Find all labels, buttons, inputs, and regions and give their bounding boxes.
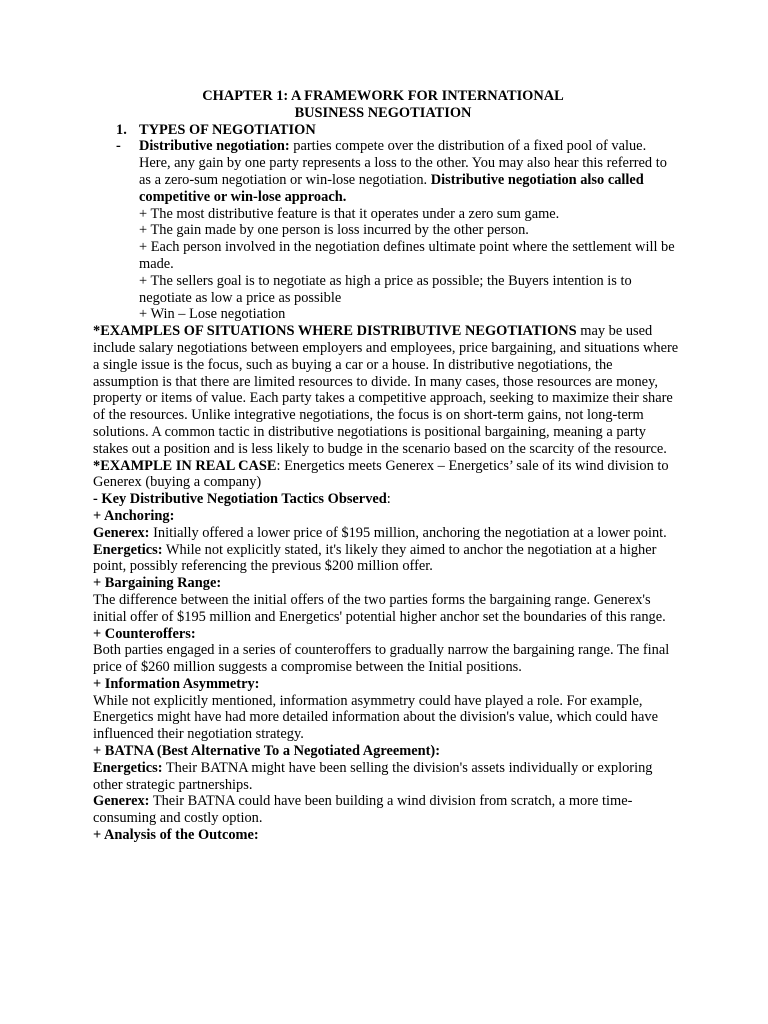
- bullet-item: + The gain made by one person is loss incurred by the other person.: [139, 222, 529, 239]
- energetics-label: Energetics:: [93, 541, 163, 558]
- anchoring-energetics: [93, 542, 681, 576]
- bullet-item: + Win – Lose negotiation: [139, 306, 286, 323]
- distributive-paragraph: [139, 138, 681, 205]
- chapter-title-line-2: BUSINESS NEGOTIATION: [294, 104, 472, 121]
- distributive-text: parties compete over the distribution of a fixed pool of value. Here, any gain by one party represents a loss to the other. You may also hear this referred to as a zero-sum negotiation or win-lose negotiation.: [139, 138, 667, 188]
- generex-label: Generex:: [93, 524, 150, 541]
- bargaining-range-text: The difference between the initial offers of the two parties forms the bargaining range. Generex's initial offer of $195 million and Energetics' potential higher anchor set the boundaries of this range.: [93, 591, 666, 625]
- real-case-paragraph: [93, 458, 681, 492]
- list-dash: -: [116, 138, 121, 155]
- distributive-definition: [93, 138, 681, 205]
- batna-generex: [93, 793, 681, 827]
- real-case-text: : Energetics meets Generex – Energetics’ sale of its wind division to Generex (buying a company): [93, 457, 669, 491]
- section-title: TYPES OF NEGOTIATION: [139, 121, 316, 138]
- examples-text: may be used include salary negotiations between employers and employees, price bargaining, and situations where a single issue is the focus, such as buying a car or a house. In distributive negotiations, the assumption is that there are limited resources to divide. In many cases, those resources are money, property or items of value. Each party takes a competitive approach, seeking to maximize their share of the resources. Unlike integrative negotiations, the focus is on short-term gains, not long-term solutions. A common tactic in distributive negotiations is positional bargaining, meaning a party stakes out a position and is less likely to budge in the scenario based on the scarcity of the resource.: [93, 323, 679, 457]
- batna-energetics: [93, 760, 681, 794]
- generex-label: Generex:: [93, 793, 150, 810]
- counteroffers-text: Both parties engaged in a series of counteroffers to gradually narrow the bargaining range. The final price of $260 million suggests a compromise between the Initial positions.: [93, 642, 670, 676]
- anchoring-generex: [93, 525, 681, 542]
- examples-paragraph: [93, 323, 681, 457]
- batna-generex-text: Their BATNA could have been building a wind division from scratch, a more time-consuming and costly option.: [93, 793, 633, 827]
- section-heading-types: [93, 122, 681, 139]
- bullet-item: + The sellers goal is to negotiate as high a price as possible; the Buyers intention is to negotiate as low a price as possible: [139, 272, 632, 306]
- information-asymmetry-heading: + Information Asymmetry:: [93, 675, 260, 692]
- anchoring-generex-text: Initially offered a lower price of $195 million, anchoring the negotiation at a lower point.: [149, 524, 667, 541]
- tactics-heading-text: - Key Distributive Negotiation Tactics Observed: [93, 491, 387, 508]
- information-asymmetry-text: While not explicitly mentioned, information asymmetry could have played a role. For example, Energetics might have had more detailed information about the division's value, which could have influenced their negotiation strategy.: [93, 692, 659, 743]
- chapter-title: [93, 88, 673, 122]
- counteroffers-heading: + Counteroffers:: [93, 625, 196, 642]
- bullet-item: + The most distributive feature is that it operates under a zero sum game.: [139, 205, 560, 222]
- anchoring-heading: + Anchoring:: [93, 507, 175, 524]
- distributive-label: Distributive negotiation:: [139, 138, 290, 155]
- bullet-item: + Each person involved in the negotiation defines ultimate point where the settlement will be made.: [139, 239, 675, 272]
- batna-energetics-text: Their BATNA might have been selling the division's assets individually or exploring other strategic partnerships.: [93, 759, 653, 793]
- anchoring-energetics-text: While not explicitly stated, it's likely they aimed to anchor the negotiation at a higher point, possibly referencing the previous $200 million offer.: [93, 541, 657, 575]
- document-body: [93, 88, 681, 844]
- chapter-title-line-1: CHAPTER 1: A FRAMEWORK FOR INTERNATIONAL: [202, 88, 564, 104]
- bargaining-range-heading: + Bargaining Range:: [93, 575, 222, 592]
- examples-label: *EXAMPLES OF SITUATIONS WHERE DISTRIBUTIVE NEGOTIATIONS: [93, 323, 577, 340]
- outcome-analysis-heading: + Analysis of the Outcome:: [93, 827, 259, 844]
- real-case-label: *EXAMPLE IN REAL CASE: [93, 457, 277, 474]
- tactics-heading-colon: :: [386, 491, 391, 508]
- tactics-heading: [93, 491, 681, 508]
- energetics-label: Energetics:: [93, 759, 163, 776]
- distributive-bullets: [93, 206, 681, 324]
- section-number: 1.: [116, 121, 127, 138]
- batna-heading: + BATNA (Best Alternative To a Negotiated Agreement):: [93, 743, 440, 760]
- distributive-bold-tail: Distributive negotiation also called competitive or win-lose approach.: [139, 171, 644, 205]
